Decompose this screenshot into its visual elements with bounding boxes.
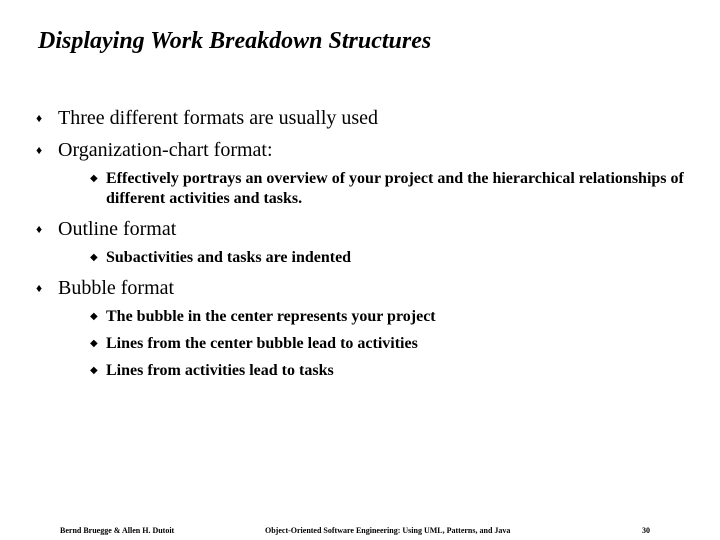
diamond-sub-bullet-icon: ◆ <box>90 365 98 376</box>
bullet-item <box>36 105 686 131</box>
sub-bullet-text: Lines from the center bubble lead to activities <box>106 335 418 352</box>
diamond-bullet-icon: ♦ <box>36 222 43 236</box>
bullet-item <box>36 137 686 163</box>
sub-bullet-text: Lines from activities lead to tasks <box>106 362 334 379</box>
bullet-group-outline <box>36 216 686 268</box>
diamond-sub-bullet-icon: ◆ <box>90 338 98 349</box>
bullet-group-bubble <box>36 275 686 381</box>
bullet-text: Outline format <box>58 218 177 240</box>
diamond-sub-bullet-icon: ◆ <box>90 252 98 263</box>
diamond-bullet-icon: ♦ <box>36 111 43 125</box>
bullet-item <box>36 216 686 242</box>
bullet-group-formats <box>36 105 686 131</box>
diamond-sub-bullet-icon: ◆ <box>90 173 98 184</box>
sub-bullet-item <box>90 307 686 327</box>
slide-title: Displaying Work Breakdown Structures <box>38 28 432 54</box>
sub-bullet-item <box>90 169 686 209</box>
bullet-group-organization-chart <box>36 137 686 209</box>
bullet-text: Three different formats are usually used <box>58 107 379 129</box>
diamond-sub-bullet-icon: ◆ <box>90 311 98 322</box>
footer-authors: Bernd Bruegge & Allen H. Dutoit <box>60 526 175 535</box>
footer-book-title: Object-Oriented Software Engineering: Using UML, Patterns, and Java <box>265 526 511 535</box>
footer-page-number: 30 <box>642 526 650 535</box>
sub-bullet-item <box>90 334 686 354</box>
bullet-text: Organization-chart format: <box>58 139 273 161</box>
sub-bullet-text: Subactivities and tasks are indented <box>106 249 352 266</box>
sub-bullet-item <box>90 248 686 268</box>
diamond-bullet-icon: ♦ <box>36 143 43 157</box>
sub-bullet-item <box>90 361 686 381</box>
bullet-item <box>36 275 686 301</box>
sub-bullet-text: Effectively portrays an overview of your project and the hierarchical relationships of different activities and tasks. <box>106 170 684 207</box>
bullet-text: Bubble format <box>58 277 175 299</box>
diamond-bullet-icon: ♦ <box>36 281 43 295</box>
bullet-list <box>36 105 686 388</box>
sub-bullet-text: The bubble in the center represents your project <box>106 308 436 325</box>
